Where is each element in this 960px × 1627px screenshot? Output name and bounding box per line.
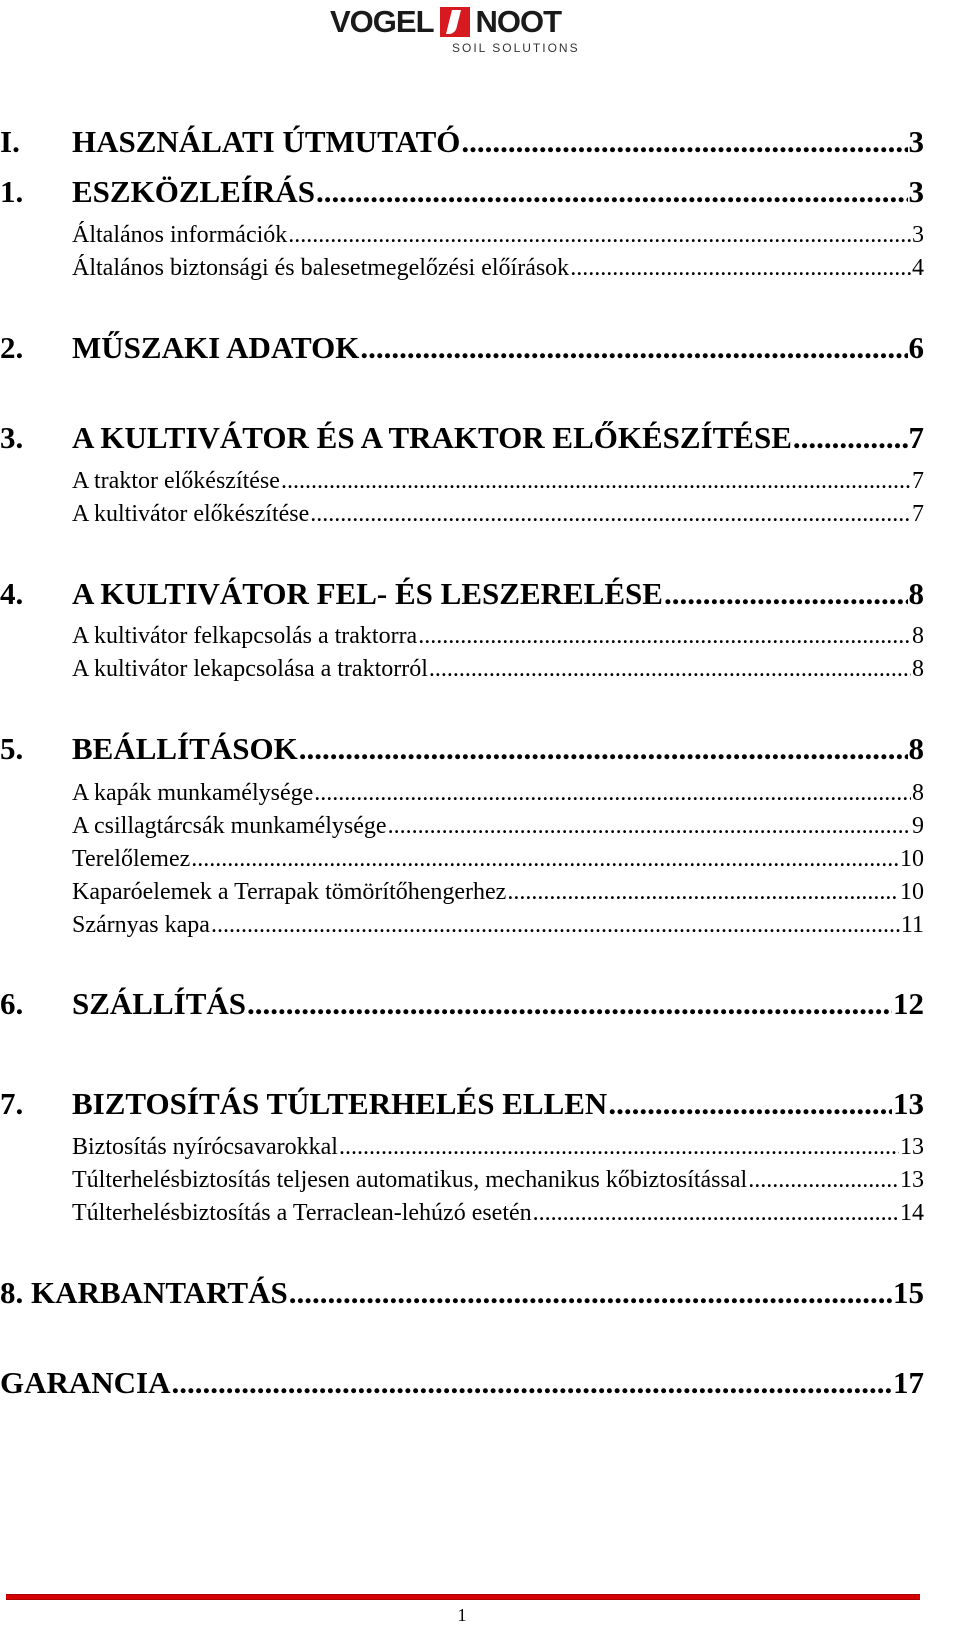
toc-entry-title: Túlterhelésbiztosítás a Terraclean-lehúzó esetén [72, 1200, 532, 1226]
dot-leader [281, 468, 911, 495]
toc-entry-number: 4. [0, 576, 24, 611]
toc-entry-page: 13 [893, 1086, 924, 1121]
dot-leader [191, 846, 899, 873]
toc-entry-page: 9 [912, 813, 924, 839]
toc-entry-title: Szárnyas kapa [72, 912, 210, 938]
toc-entry[interactable] [0, 330, 924, 366]
toc-entry-page: 12 [893, 986, 924, 1021]
toc-entry-title: A traktor előkészítése [72, 468, 280, 494]
toc-entry-title: A kultivátor előkészítése [72, 501, 310, 527]
toc-entry[interactable] [0, 1167, 924, 1194]
toc-entry[interactable] [0, 1134, 924, 1161]
dot-leader [461, 124, 907, 160]
toc-entry[interactable] [0, 656, 924, 683]
dot-leader [289, 1275, 892, 1311]
toc-entry-number: 3. [0, 420, 24, 455]
logo-mark-icon [440, 7, 470, 37]
toc-entry-title: SZÁLLÍTÁS [72, 986, 247, 1021]
toc-entry[interactable] [0, 813, 924, 840]
dot-leader [507, 879, 899, 906]
toc-entry[interactable] [0, 623, 924, 650]
toc-entry-page: 17 [893, 1365, 924, 1400]
toc-entry-title: A KULTIVÁTOR FEL- ÉS LESZERELÉSE [72, 576, 663, 611]
toc-entry[interactable] [0, 780, 924, 807]
toc-entry-page: 3 [908, 174, 924, 209]
toc-entry-page: 8 [912, 623, 924, 649]
toc-entry[interactable] [0, 576, 924, 612]
dot-leader [310, 501, 911, 528]
toc-entry-title: Biztosítás nyírócsavarokkal [72, 1134, 338, 1160]
toc-entry[interactable] [0, 255, 924, 282]
toc-entry[interactable] [0, 174, 924, 210]
toc-entry-number: 1. [0, 174, 24, 209]
toc-entry-number: I. [0, 124, 20, 159]
toc-entry-page: 10 [900, 879, 924, 905]
dot-leader [288, 222, 911, 249]
dot-leader [748, 1167, 899, 1194]
toc-entry[interactable] [0, 986, 924, 1022]
toc-entry[interactable] [0, 468, 924, 495]
toc-entry[interactable] [0, 501, 924, 528]
toc-entry-title: Túlterhelésbiztosítás teljesen automatikus, mechanikus kőbiztosítással [72, 1167, 748, 1193]
toc-entry-page: 13 [900, 1167, 924, 1193]
toc-entry-title: A kapák munkamélysége [72, 780, 314, 806]
dot-leader [793, 420, 908, 456]
toc-entry[interactable] [0, 420, 924, 456]
dot-leader [314, 780, 911, 807]
toc-entry-number: 6. [0, 986, 24, 1021]
dot-leader [172, 1365, 893, 1401]
page-number: 1 [457, 1605, 467, 1625]
footer-rule [6, 1594, 920, 1600]
toc-entry-page: 8 [912, 656, 924, 682]
toc-entry-page: 7 [912, 468, 924, 494]
dot-leader [664, 576, 908, 612]
toc-entry-page: 8 [908, 576, 924, 611]
toc-entry-title: HASZNÁLATI ÚTMUTATÓ [72, 124, 461, 159]
toc-entry[interactable] [0, 1275, 924, 1311]
toc-entry-page: 8 [908, 731, 924, 766]
toc-entry-title: A csillagtárcsák munkamélysége [72, 813, 387, 839]
dot-leader [211, 912, 900, 939]
toc-entry-title: Kaparóelemek a Terrapak tömörítőhengerhez [72, 879, 507, 905]
vogel-noot-logo [330, 4, 600, 54]
toc-entry[interactable] [0, 1086, 924, 1122]
toc-entry-page: 3 [912, 222, 924, 248]
toc-entry-page: 8 [912, 780, 924, 806]
toc-entry[interactable] [0, 731, 924, 767]
toc-entry-page: 10 [900, 846, 924, 872]
toc-entry-title: ESZKÖZLEÍRÁS [72, 174, 315, 209]
toc-entry-page: 13 [900, 1134, 924, 1160]
toc-entry-page: 3 [908, 124, 924, 159]
dot-leader [339, 1134, 899, 1161]
toc-entry-number: 2. [0, 330, 24, 365]
dot-leader [418, 623, 911, 650]
toc-entry-title: BEÁLLÍTÁSOK [72, 731, 298, 766]
toc-entry-title: Terelőlemez [72, 846, 191, 872]
dot-leader [388, 813, 911, 840]
toc-entry-title: GARANCIA [0, 1365, 171, 1400]
dot-leader [608, 1086, 892, 1122]
toc-entry-title: A KULTIVÁTOR ÉS A TRAKTOR ELŐKÉSZÍTÉSE [72, 420, 792, 455]
toc-entry-page: 6 [908, 330, 924, 365]
toc-entry-title: Általános biztonsági és balesetmegelőzési előírások [72, 255, 570, 281]
toc-entry[interactable] [0, 879, 924, 906]
toc-entry[interactable] [0, 1200, 924, 1227]
toc-entry[interactable] [0, 912, 924, 939]
toc-entry-page: 15 [893, 1275, 924, 1310]
dot-leader [570, 255, 911, 282]
toc-entry-title: 8. KARBANTARTÁS [0, 1275, 288, 1310]
dot-leader [316, 174, 908, 210]
dot-leader [533, 1200, 899, 1227]
toc-entry[interactable] [0, 124, 924, 160]
toc-entry-title: A kultivátor lekapcsolása a traktorról [72, 656, 428, 682]
toc-entry[interactable] [0, 1365, 924, 1401]
toc-entry-title: Általános információk [72, 222, 288, 248]
dot-leader [360, 330, 907, 366]
toc-entry-title: BIZTOSÍTÁS TÚLTERHELÉS ELLEN [72, 1086, 608, 1121]
toc-entry-page: 7 [912, 501, 924, 527]
toc-entry[interactable] [0, 222, 924, 249]
logo-tagline: SOIL SOLUTIONS [452, 41, 580, 55]
dot-leader [247, 986, 892, 1022]
toc-entry-title: MŰSZAKI ADATOK [72, 330, 360, 365]
toc-entry-page: 11 [900, 912, 924, 938]
toc-entry-number: 5. [0, 731, 24, 766]
toc-entry[interactable] [0, 846, 924, 873]
logo-text-left: VOGEL [330, 4, 434, 39]
dot-leader [299, 731, 908, 767]
toc-entry-page: 4 [912, 255, 924, 281]
toc-entry-title: A kultivátor felkapcsolás a traktorra [72, 623, 418, 649]
toc-entry-page: 7 [908, 420, 924, 455]
logo-text-right: NOOT [475, 4, 562, 39]
dot-leader [429, 656, 911, 683]
toc-entry-page: 14 [900, 1200, 924, 1226]
toc-entry-number: 7. [0, 1086, 24, 1121]
